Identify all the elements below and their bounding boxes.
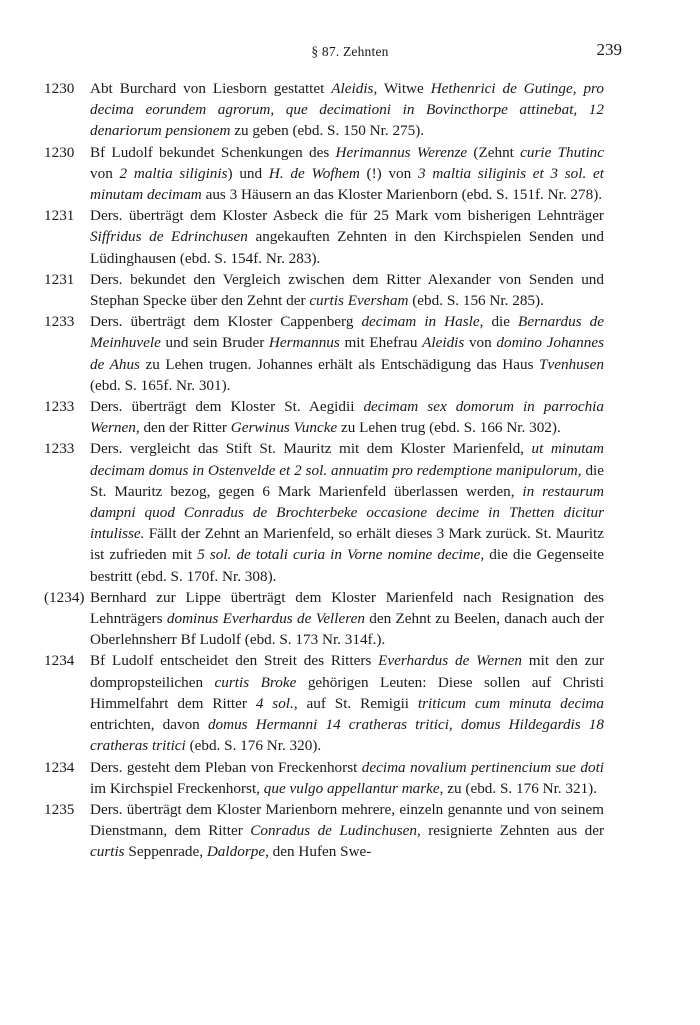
entry-text: Ders. überträgt dem Kloster Marienborn mehrere, einzeln genannte und von seinem Dienstmann, dem Ritter Conradus de Ludinchusen, resignierte Zehnten aus der curtis Seppenrade, Daldorpe, den Hufen Swe- (90, 800, 605, 861)
entry-year: 1234 (44, 758, 75, 776)
entry (44, 587, 604, 651)
entry-year: 1233 (44, 440, 75, 458)
entry-text: Ders. bekundet den Vergleich zwischen dem Ritter Alexander von Senden und Stephan Specke über den Zehnt der curtis Eversham (ebd. S. 156 Nr. 285). (90, 270, 604, 310)
entry (44, 142, 604, 206)
entry-text: Abt Burchard von Liesborn gestattet Aleidis, Witwe Hethenrici de Gutinge, pro decima eorundem agrorum, que decimationi in Bovincthorpe attinebat, 12 denariorum pensionem zu geben (ebd. S. 150 Nr. 275). (90, 80, 604, 140)
entry-year: (1234) (44, 588, 85, 606)
entry-text: Ders. überträgt dem Kloster Cappenberg decimam in Hasle, die Bernardus de Meinhuvele und sein Bruder Hermannus mit Ehefrau Aleidis von domino Johannes de Ahus zu Lehen trugen. Johannes erhält als Entschädigung das Haus Tvenhusen (ebd. S. 165f. Nr. 301). (90, 313, 604, 394)
entry (44, 650, 604, 756)
entry-text: Bf Ludolf bekundet Schenkungen des Herimannus Werenze (Zehnt curie Thutinc von 2 maltia siliginis) und H. de Wofhem (!) von 3 maltia siliginis et 3 sol. et minutam decimam aus 3 Häusern an das Kloster Marienborn (ebd. S. 151f. Nr. 278). (90, 143, 605, 204)
entry-year: 1235 (44, 800, 75, 818)
entry (44, 311, 604, 396)
entry-list (44, 78, 604, 863)
entry-year: 1231 (44, 270, 75, 288)
entry-text: Bernhard zur Lippe überträgt dem Kloster Marienfeld nach Resignation des Lehnträgers dominus Everhardus de Velleren den Zehnt zu Beelen, danach auch der Oberlehnsherr Bf Ludolf (ebd. S. 173 Nr. 314f.). (90, 588, 605, 649)
entry (44, 396, 604, 438)
entry (44, 757, 604, 799)
entry (44, 799, 604, 863)
entry-text: Ders. vergleicht das Stift St. Mauritz mit dem Kloster Marienfeld, ut minutam decimam domus in Ostenvelde et 2 sol. annuatim pro redemptione manipulorum, die St. Mauritz bezog, gegen 6 Mark Marienfeld überlassen werden, in restaurum dampni quod Conradus de Brochterbeke occasione decime in Thetten dicitur intulisse. Fällt der Zehnt an Marienfeld, so erhält dieses 3 Mark zurück. St. Mauritz ist zufrieden mit 5 sol. de totali curia in Vorne nomine decime, die die Gegenseite bestritt (ebd. S. 170f. Nr. 308). (90, 440, 604, 585)
entry-year: 1230 (44, 80, 75, 97)
entry-year: 1234 (44, 652, 75, 670)
entry-year: 1233 (44, 398, 75, 416)
page-number: 239 (596, 40, 622, 59)
page-header (0, 38, 700, 64)
entry-text: Ders. gesteht dem Pleban von Freckenhorst decima novalium pertinencium sue doti im Kirchspiel Freckenhorst, que vulgo appellantur marke, zu (ebd. S. 176 Nr. 321). (90, 758, 605, 797)
entry-year: 1231 (44, 207, 75, 225)
entry (44, 78, 604, 142)
entry-year: 1233 (44, 313, 75, 331)
entry (44, 205, 604, 269)
entry (44, 269, 604, 311)
entry (44, 438, 604, 586)
entry-year: 1230 (44, 143, 75, 161)
entry-text: Ders. überträgt dem Kloster St. Aegidii decimam sex domorum in parrochia Wernen, den der Ritter Gerwinus Vuncke zu Lehen trug (ebd. S. 166 Nr. 302). (90, 398, 604, 437)
entry-text: Ders. überträgt dem Kloster Asbeck die für 25 Mark vom bisherigen Lehnträger Siffridus de Edrinchusen angekauften Zehnten in den Kirchspielen Senden und Lüdinghausen (ebd. S. 154f. Nr. 283). (90, 207, 604, 267)
entry-text: Bf Ludolf entscheidet den Streit des Ritters Everhardus de Wernen mit den zur dompropsteilichen curtis Broke gehörigen Leuten: Diese sollen auf Christi Himmelfahrt dem Ritter 4 sol., auf St. Remigii triticum cum minuta decima entrichten, davon domus Hermanni 14 cratheras tritici, domus Hildegardis 18 cratheras tritici (ebd. S. 176 Nr. 320). (90, 652, 605, 755)
running-title: § 87. Zehnten (311, 44, 389, 59)
